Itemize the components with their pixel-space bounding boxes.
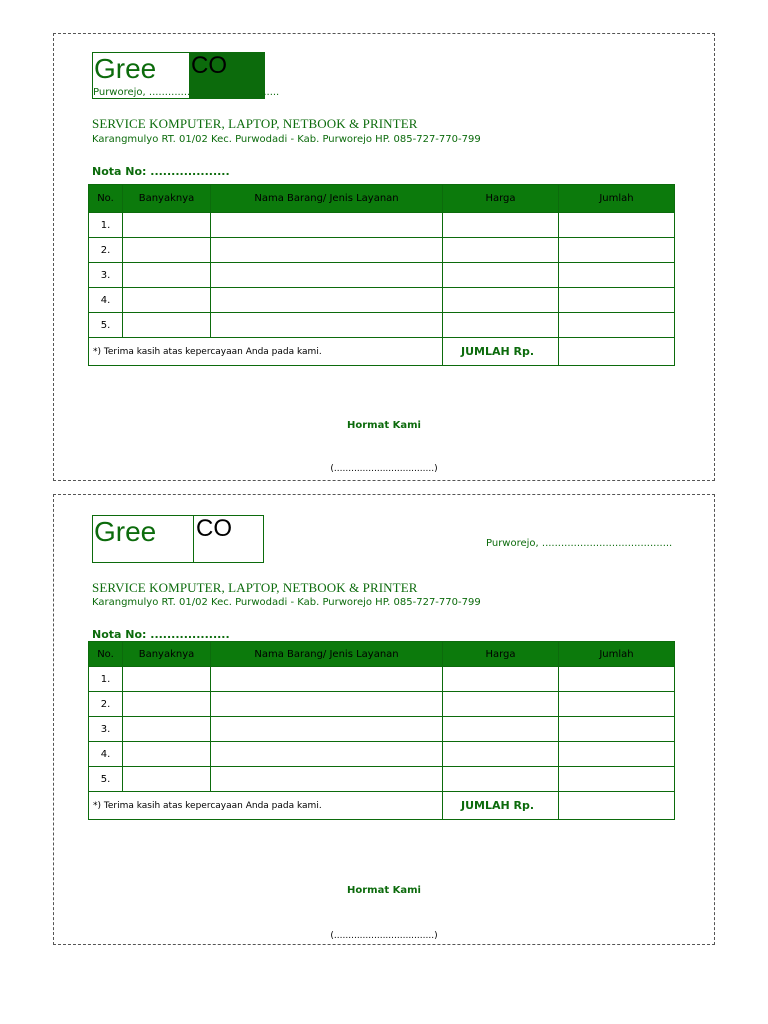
logo-text-right: CO — [191, 52, 227, 79]
row-number: 1. — [89, 667, 123, 692]
table-row — [89, 288, 675, 313]
qty-cell[interactable] — [123, 313, 211, 338]
total-cell[interactable] — [559, 238, 675, 263]
logo-text-left: Gree — [94, 53, 157, 84]
row-number: 5. — [89, 313, 123, 338]
jumlah-label: JUMLAH Rp. — [443, 792, 559, 820]
qty-cell[interactable] — [123, 213, 211, 238]
col-no: No. — [89, 642, 123, 667]
row-number: 4. — [89, 742, 123, 767]
qty-cell[interactable] — [123, 742, 211, 767]
total-cell[interactable] — [559, 213, 675, 238]
items-table — [88, 641, 675, 820]
total-cell[interactable] — [559, 263, 675, 288]
qty-cell[interactable] — [123, 263, 211, 288]
table-header-row — [89, 185, 675, 213]
name-cell[interactable] — [211, 263, 443, 288]
signature-line: (...................................) — [330, 464, 438, 474]
col-no: No. — [89, 185, 123, 213]
row-number: 1. — [89, 213, 123, 238]
total-cell[interactable] — [559, 742, 675, 767]
city-date-line: Purworejo, ......................................... — [93, 87, 280, 98]
total-cell[interactable] — [559, 313, 675, 338]
signature-line: (...................................) — [330, 931, 438, 941]
logo-text-right: CO — [196, 515, 232, 542]
table-row — [89, 263, 675, 288]
total-cell[interactable] — [559, 288, 675, 313]
table-row — [89, 213, 675, 238]
total-row — [89, 792, 675, 820]
service-address: Karangmulyo RT. 01/02 Kec. Purwodadi - Kab. Purworejo HP. 085-727-770-799 — [92, 134, 481, 145]
table-row — [89, 667, 675, 692]
price-cell[interactable] — [443, 238, 559, 263]
qty-cell[interactable] — [123, 238, 211, 263]
name-cell[interactable] — [211, 692, 443, 717]
row-number: 2. — [89, 238, 123, 263]
name-cell[interactable] — [211, 742, 443, 767]
total-cell[interactable] — [559, 667, 675, 692]
nota-number: Nota No: ................... — [92, 165, 230, 178]
row-number: 3. — [89, 717, 123, 742]
name-cell[interactable] — [211, 667, 443, 692]
receipt-bottom — [53, 494, 715, 945]
col-price: Harga — [443, 642, 559, 667]
grand-total-cell[interactable] — [559, 338, 675, 366]
hormat-kami: Hormat Kami — [347, 420, 421, 431]
price-cell[interactable] — [443, 742, 559, 767]
service-title: SERVICE KOMPUTER, LAPTOP, NETBOOK & PRINTER — [92, 580, 418, 595]
price-cell[interactable] — [443, 263, 559, 288]
qty-cell[interactable] — [123, 717, 211, 742]
table-header-row — [89, 642, 675, 667]
table-row — [89, 238, 675, 263]
name-cell[interactable] — [211, 767, 443, 792]
city-date-line: Purworejo, ......................................... — [486, 538, 673, 549]
name-cell[interactable] — [211, 238, 443, 263]
name-cell[interactable] — [211, 313, 443, 338]
col-name: Nama Barang/ Jenis Layanan — [211, 185, 443, 213]
qty-cell[interactable] — [123, 692, 211, 717]
table-row — [89, 767, 675, 792]
qty-cell[interactable] — [123, 288, 211, 313]
row-number: 2. — [89, 692, 123, 717]
items-table — [88, 184, 675, 366]
name-cell[interactable] — [211, 213, 443, 238]
row-number: 4. — [89, 288, 123, 313]
receipt-top — [53, 33, 715, 481]
service-title: SERVICE KOMPUTER, LAPTOP, NETBOOK & PRINTER — [92, 116, 418, 131]
price-cell[interactable] — [443, 717, 559, 742]
service-address: Karangmulyo RT. 01/02 Kec. Purwodadi - Kab. Purworejo HP. 085-727-770-799 — [92, 597, 481, 608]
total-cell[interactable] — [559, 717, 675, 742]
price-cell[interactable] — [443, 667, 559, 692]
thank-you-note: *) Terima kasih atas kepercayaan Anda pada kami. — [89, 338, 443, 366]
name-cell[interactable] — [211, 288, 443, 313]
total-row — [89, 338, 675, 366]
row-number: 3. — [89, 263, 123, 288]
table-row — [89, 692, 675, 717]
nota-number: Nota No: ................... — [92, 628, 230, 641]
row-number: 5. — [89, 767, 123, 792]
col-total: Jumlah — [559, 185, 675, 213]
logo-box-right — [193, 515, 269, 563]
price-cell[interactable] — [443, 692, 559, 717]
hormat-kami: Hormat Kami — [347, 885, 421, 896]
col-name: Nama Barang/ Jenis Layanan — [211, 642, 443, 667]
total-cell[interactable] — [559, 767, 675, 792]
table-row — [89, 313, 675, 338]
col-total: Jumlah — [559, 642, 675, 667]
col-qty: Banyaknya — [123, 642, 211, 667]
price-cell[interactable] — [443, 288, 559, 313]
jumlah-label: JUMLAH Rp. — [443, 338, 559, 366]
thank-you-note: *) Terima kasih atas kepercayaan Anda pada kami. — [89, 792, 443, 820]
qty-cell[interactable] — [123, 667, 211, 692]
table-row — [89, 742, 675, 767]
qty-cell[interactable] — [123, 767, 211, 792]
grand-total-cell[interactable] — [559, 792, 675, 820]
name-cell[interactable] — [211, 717, 443, 742]
price-cell[interactable] — [443, 767, 559, 792]
table-row — [89, 717, 675, 742]
col-qty: Banyaknya — [123, 185, 211, 213]
logo — [92, 515, 264, 563]
col-price: Harga — [443, 185, 559, 213]
price-cell[interactable] — [443, 213, 559, 238]
total-cell[interactable] — [559, 692, 675, 717]
price-cell[interactable] — [443, 313, 559, 338]
logo-text-left: Gree — [94, 516, 157, 547]
